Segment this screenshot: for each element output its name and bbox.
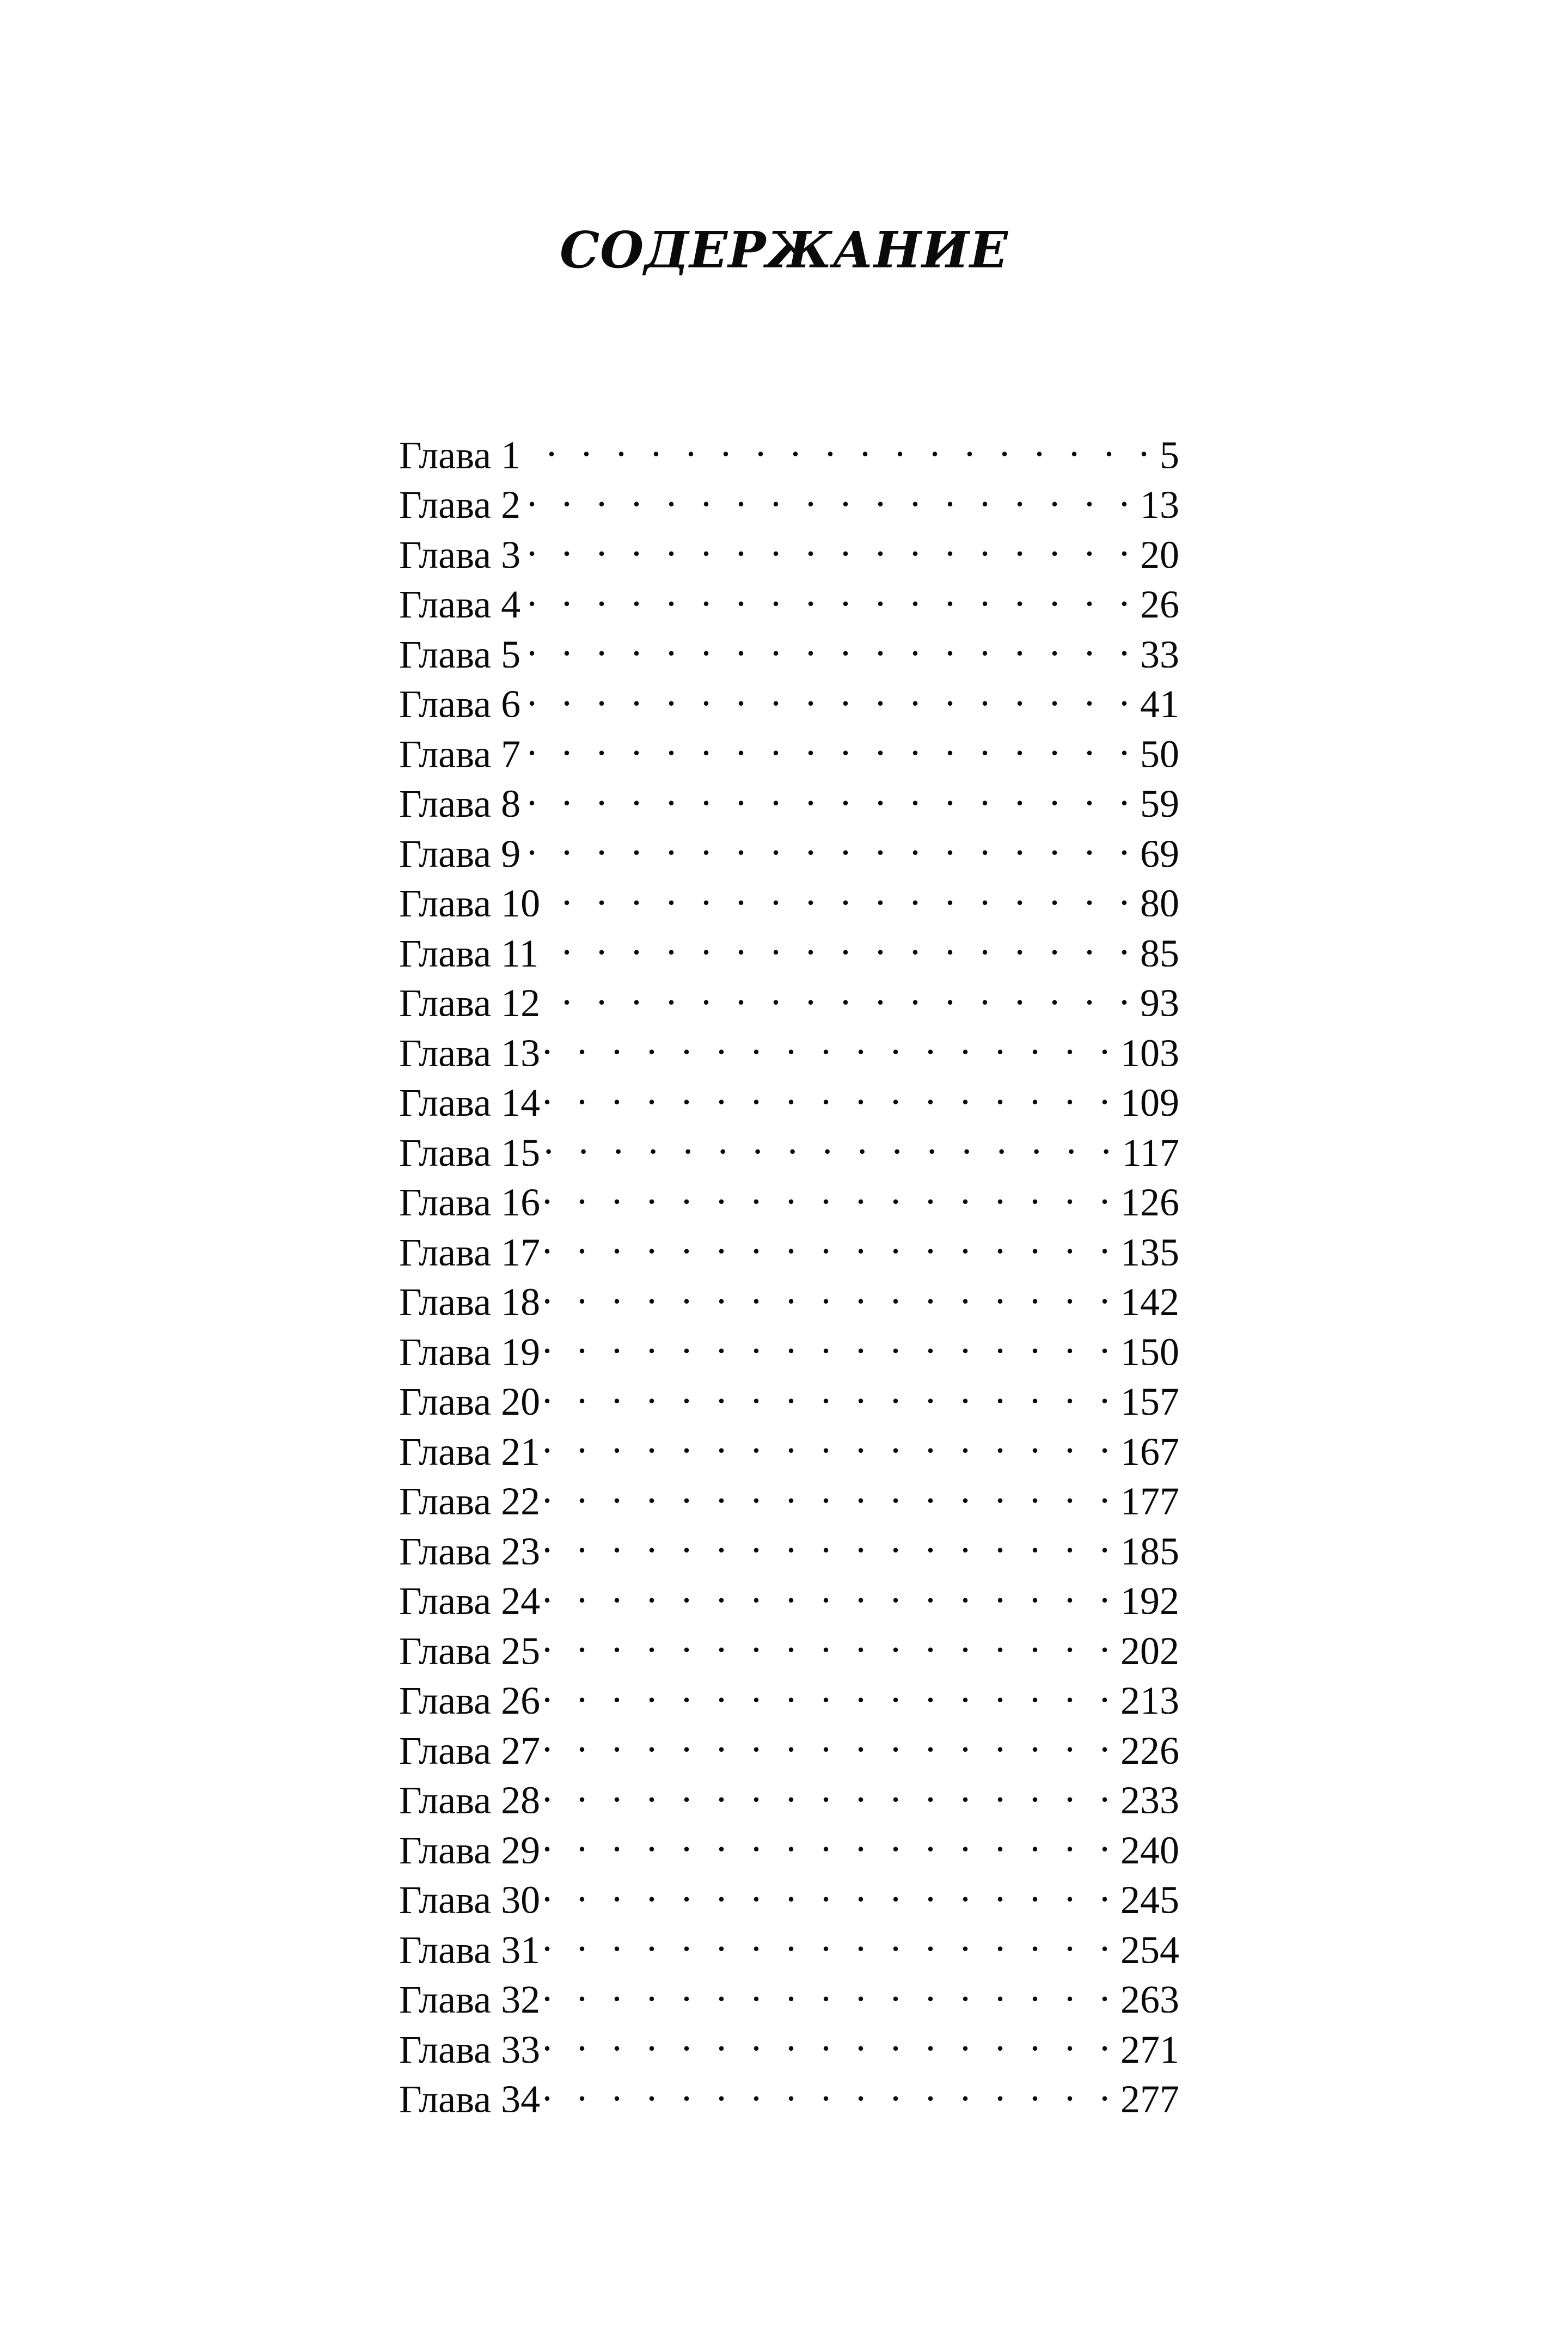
chapter-label: Глава 33	[399, 2027, 541, 2063]
chapter-label: Глава 11	[399, 931, 539, 967]
toc-entry	[399, 518, 1179, 568]
page-number: 85	[1140, 931, 1179, 967]
chapter-label: Глава 1	[399, 433, 521, 468]
page-number: 117	[1122, 1130, 1179, 1166]
toc-entry	[399, 1365, 1179, 1415]
page-number: 185	[1120, 1529, 1179, 1564]
chapter-label: Глава 2	[399, 483, 521, 518]
toc-entry	[399, 1514, 1179, 1564]
page-number: 135	[1120, 1230, 1179, 1266]
page-number: 13	[1140, 483, 1179, 518]
dot-leader	[544, 1215, 1117, 1266]
page-number: 177	[1120, 1480, 1179, 1514]
toc-entry	[399, 1465, 1179, 1515]
dot-leader	[525, 767, 1137, 817]
toc-entry	[399, 2063, 1179, 2113]
dot-leader	[544, 1415, 1117, 1465]
dot-leader	[544, 1564, 1117, 1615]
dot-leader	[544, 967, 1137, 1017]
dot-leader	[544, 1465, 1117, 1515]
dot-leader	[544, 1066, 1117, 1116]
toc-entry	[399, 618, 1179, 668]
page-number: 192	[1120, 1579, 1179, 1614]
toc-entry	[399, 967, 1179, 1017]
chapter-label: Глава 20	[399, 1380, 541, 1415]
dot-leader	[544, 1116, 1119, 1166]
toc-entry	[399, 1813, 1179, 1863]
page-number: 33	[1140, 632, 1179, 668]
dot-leader	[544, 1664, 1117, 1714]
dot-leader	[544, 1764, 1117, 1814]
dot-leader	[543, 916, 1137, 967]
chapter-label: Глава 4	[399, 583, 521, 618]
toc-entry	[399, 1913, 1179, 1963]
toc-entry	[399, 817, 1179, 867]
page-number: 93	[1140, 981, 1179, 1016]
toc-entry	[399, 1863, 1179, 1914]
chapter-label: Глава 25	[399, 1629, 541, 1664]
page-number: 41	[1140, 682, 1179, 717]
toc-entry	[399, 1016, 1179, 1066]
chapter-label: Глава 14	[399, 1081, 541, 1116]
toc-entry	[399, 568, 1179, 618]
chapter-label: Глава 26	[399, 1679, 541, 1714]
chapter-label: Глава 9	[399, 832, 521, 867]
page-number: 59	[1140, 782, 1179, 817]
dot-leader	[525, 468, 1137, 518]
dot-leader	[544, 1365, 1117, 1415]
page-number: 109	[1120, 1081, 1179, 1116]
dot-leader	[525, 717, 1137, 767]
chapter-label: Глава 8	[399, 782, 521, 817]
toc-entry	[399, 1266, 1179, 1316]
page-number: 103	[1120, 1031, 1179, 1066]
toc-title: СОДЕРЖАНИЕ	[559, 221, 1009, 279]
page-number: 202	[1120, 1629, 1179, 1664]
page-number: 245	[1120, 1878, 1179, 1913]
chapter-label: Глава 15	[399, 1130, 541, 1166]
chapter-label: Глава 21	[399, 1429, 541, 1465]
page-number: 20	[1140, 533, 1179, 568]
dot-leader	[544, 1016, 1117, 1066]
dot-leader	[544, 1266, 1117, 1316]
toc-entry	[399, 468, 1179, 518]
toc-entry	[399, 1116, 1179, 1166]
chapter-label: Глава 22	[399, 1480, 541, 1514]
chapter-label: Глава 10	[399, 882, 541, 916]
dot-leader	[525, 418, 1156, 468]
chapter-label: Глава 6	[399, 682, 521, 717]
chapter-label: Глава 27	[399, 1728, 541, 1764]
chapter-label: Глава 23	[399, 1529, 541, 1564]
page-number: 226	[1120, 1728, 1179, 1764]
toc-entry	[399, 1066, 1179, 1116]
dot-leader	[525, 518, 1137, 568]
chapter-label: Глава 28	[399, 1778, 541, 1813]
toc-entry	[399, 418, 1179, 468]
page-number: 142	[1120, 1280, 1179, 1315]
toc-entry	[399, 717, 1179, 767]
dot-leader	[544, 1863, 1117, 1914]
chapter-label: Глава 31	[399, 1928, 541, 1963]
dot-leader	[525, 668, 1137, 718]
page-number: 254	[1120, 1928, 1179, 1963]
page-number: 157	[1120, 1380, 1179, 1415]
chapter-label: Глава 16	[399, 1181, 541, 1215]
chapter-label: Глава 30	[399, 1878, 541, 1913]
dot-leader	[525, 568, 1137, 618]
page-number: 150	[1120, 1330, 1179, 1365]
dot-leader	[544, 867, 1137, 917]
dot-leader	[544, 1913, 1117, 1963]
toc-entry	[399, 1564, 1179, 1615]
dot-leader	[525, 817, 1137, 867]
toc-entry	[399, 1315, 1179, 1365]
toc-entry	[399, 1963, 1179, 2013]
chapter-label: Глава 12	[399, 981, 541, 1016]
toc-entry	[399, 867, 1179, 917]
dot-leader	[525, 618, 1137, 668]
dot-leader	[544, 1614, 1117, 1664]
toc-entry	[399, 1166, 1179, 1216]
dot-leader	[544, 2063, 1117, 2113]
toc-entry	[399, 1764, 1179, 1814]
page-number: 233	[1120, 1778, 1179, 1813]
toc-entry	[399, 916, 1179, 967]
page-number: 167	[1120, 1429, 1179, 1465]
page-number: 5	[1160, 433, 1179, 468]
toc-entry	[399, 1664, 1179, 1714]
toc-entry	[399, 1415, 1179, 1465]
chapter-label: Глава 19	[399, 1330, 541, 1365]
dot-leader	[544, 1514, 1117, 1564]
chapter-label: Глава 17	[399, 1230, 541, 1266]
toc-entry	[399, 767, 1179, 817]
chapter-label: Глава 3	[399, 533, 521, 568]
toc-entry	[399, 1215, 1179, 1266]
chapter-label: Глава 18	[399, 1280, 541, 1315]
dot-leader	[544, 1315, 1117, 1365]
dot-leader	[544, 1813, 1117, 1863]
chapter-label: Глава 34	[399, 2077, 541, 2112]
page-number: 80	[1140, 882, 1179, 916]
page-number: 240	[1120, 1828, 1179, 1863]
page-number: 50	[1140, 732, 1179, 767]
chapter-label: Глава 5	[399, 632, 521, 668]
chapter-label: Глава 13	[399, 1031, 541, 1066]
toc-entry	[399, 1614, 1179, 1664]
dot-leader	[544, 1963, 1117, 2013]
chapter-label: Глава 24	[399, 1579, 541, 1614]
page-number: 277	[1120, 2077, 1179, 2112]
toc-entry	[399, 668, 1179, 718]
page-number: 271	[1120, 2027, 1179, 2063]
chapter-label: Глава 32	[399, 1978, 541, 2013]
toc-entry	[399, 2013, 1179, 2063]
page-number: 126	[1120, 1181, 1179, 1215]
page-number: 69	[1140, 832, 1179, 867]
chapter-label: Глава 29	[399, 1828, 541, 1863]
dot-leader	[544, 2013, 1117, 2063]
toc-entry	[399, 1714, 1179, 1764]
toc-list	[399, 418, 1179, 2112]
dot-leader	[544, 1714, 1117, 1764]
chapter-label: Глава 7	[399, 732, 521, 767]
page-number: 213	[1120, 1679, 1179, 1714]
page-number: 263	[1120, 1978, 1179, 2013]
page-number: 26	[1140, 583, 1179, 618]
dot-leader	[544, 1166, 1117, 1216]
